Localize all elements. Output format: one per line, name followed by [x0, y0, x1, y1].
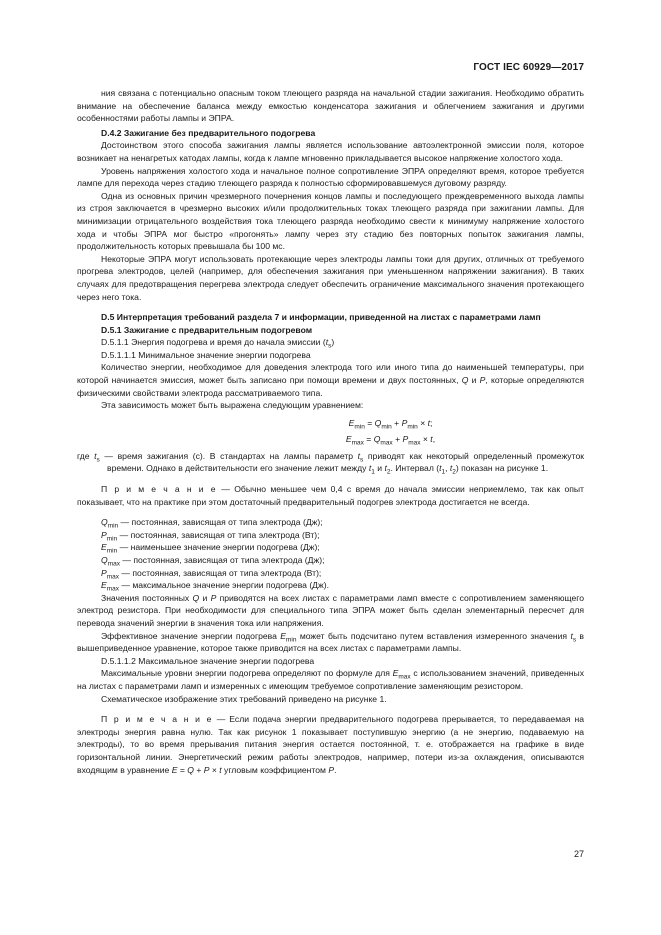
paragraph-d5111-2: Эта зависимость может быть выражена следующим уравнением:	[101, 400, 364, 411]
subsection-d5111: D.5.1.1.1 Минимальное значение энергии подогрева	[101, 349, 311, 360]
paragraph-d42-3: Одна из основных причин чрезмерного почернения концов лампы и последующего преждевременного выхода лампы из строя заключается в чрезмерно высоких и/или продолжительных токах тлеющего разряда при зажигании лампы. Для минимизации отрицательного воздействия тока тлеющего разряда необходимо свести к минимуму напряжение холостого хода и чтобы ЭПРА мог быстро «прогонять» лампу через эту стадию без повторных попыток зажигания лампы, продолжительность которых превышала бы 100 мс.	[77, 190, 584, 252]
section-heading-d42: D.4.2 Зажигание без предварительного подогрева	[101, 127, 316, 138]
section-heading-d51: D.5.1 Зажигание с предварительным подогревом	[101, 324, 313, 335]
paragraph-d5112-1: Максимальные уровни энергии подогрева определяют по формуле для $E_{max}$ с использованием значений, приведенных на листах с параметрами ламп и измеренных с имеющим требуемое сопротивление заменяющим резистором.	[77, 668, 584, 691]
note-1: П р и м е ч а н и е — Обычно меньшее чем 0,4 с время до начала эмиссии неприемлемо, так как опыт показывает, что на практике при этом достаточный предварительный подогрев электрода достигается не всегда.	[77, 484, 584, 507]
paragraph-continuation: ния связана с потенциально опасным током тлеющего разряда на начальной стадии зажигания. Необходимо обратить внимание на обеспечение баланса между емкостью конденсатора зажигания и облегчением зажигания и другими особенностями работы лампы и ЭПРА.	[77, 88, 584, 124]
page-number: 27	[573, 849, 584, 859]
definition-emax: $E_{max}$ — максимальное значение энергии подогрева (Дж).	[101, 580, 330, 593]
section-heading-d5: D.5 Интерпретация требований раздела 7 и информации, приведенной на листах с параметрами ламп	[101, 312, 541, 323]
standard-header: ГОСТ IEC 60929—2017	[473, 62, 584, 73]
equation-emax: $E_{max} = Q_{max} + P_{max} \times t$,	[345, 433, 436, 447]
where-ts-explanation: где $t_s$ — время зажигания (с). В стандартах на лампы параметр $t_s$ приводят как некоторый определенный промежуток времени. Однако в действительности его значение лежит между $t_1$ и $t_2$. Интервал ($t_1$, $t_2$) показан на рисунке 1.	[77, 450, 584, 477]
subsection-d5112: D.5.1.1.2 Максимальное значение энергии подогрева	[101, 655, 315, 666]
definition-qmax: $Q_{max}$ — постоянная, зависящая от типа электрода (Дж);	[101, 555, 325, 568]
equation-emin: $E_{min} = Q_{min} + P_{min} \times t$;	[348, 417, 433, 431]
paragraph-effective: Эффективное значение энергии подогрева $E_{min}$ может быть подсчитано путем вставления измеренного значения $t_s$ в вышеприведенное уравнение, которое также приводится на всех листах с параметрами лампы.	[77, 630, 584, 654]
definition-pmax: $P_{max}$ — постоянная, зависящая от типа электрода (Вт);	[101, 567, 322, 581]
definition-pmin: $P_{min}$ — постоянная, зависящая от типа электрода (Вт);	[101, 529, 320, 543]
paragraph-d42-1: Достоинством этого способа зажигания лампы является использование автоэлектронной эмиссии поля, которое возникает на ненагретых катодах лампы, когда к лампе мгновенно прикладывается высокое напряжение холостого хода.	[77, 140, 584, 163]
definition-qmin: $Q_{min}$ — постоянная, зависящая от типа электрода (Дж);	[101, 517, 323, 530]
paragraph-d42-4: Некоторые ЭПРА могут использовать протекающие через электроды лампы токи для других, отличных от требуемого прогрева электродов, целей (например, для обеспечения зажигания при уменьшенном напряжении зажигания). В таких случаях для предотвращения перегрева электрода следует обеспечить ограничение максимального значения протекающего через него тока.	[77, 253, 584, 302]
paragraph-d5112-2: Схематическое изображение этих требований приведено на рисунке 1.	[101, 693, 387, 704]
paragraph-constants: Значения постоянных Q и P приводятся на всех листах с параметрами ламп вместе с сопротивлением заменяющего электрод резистора. При необходимости для специального типа ЭПРА может быть сделан элементарный пересчет для перевода значений энергии в значения тока или напряжения.	[77, 592, 584, 628]
definitions-list	[77, 516, 584, 592]
subsection-d511: D.5.1.1 Энергия подогрева и время до начала эмиссии $(t_s)$	[101, 337, 335, 350]
paragraph-d42-2: Уровень напряжения холостого хода и начальное полное сопротивление ЭПРА определяют время, которое требуется лампе для перехода через стадию тлеющего разряда к полностью сформировавшемуся дуговому разряду.	[77, 165, 584, 189]
document-body	[77, 87, 584, 776]
definition-emin: $E_{min}$ — наименьшее значение энергии подогрева (Дж);	[101, 542, 320, 556]
paragraph-d5111-1: Количество энергии, необходимое для доведения электрода того или иного типа до наименьшей температуры, при которой начинается эмиссия, может быть записано при помощи времени и двух постоянных, Q и P, которые определяются физическими свойствами электрода рассматриваемого типа.	[77, 362, 584, 398]
note-2: П р и м е ч а н и е — Если подача энергии предварительного подогрева прерывается, то передаваемая на электроды энергия равна нулю. Так как рисунок 1 показывает поступившую энергию (а не энергию, подаваемую на электроды), то во время прерывания питания энергия остается постоянной, т. е. отображается на графике в виде горизонтальной линии. Энергетический режим работы электродов, например, потери из-за охлаждения, описываются входящим в уравнение E = Q + P × t угловым коэффициентом P.	[77, 714, 584, 775]
